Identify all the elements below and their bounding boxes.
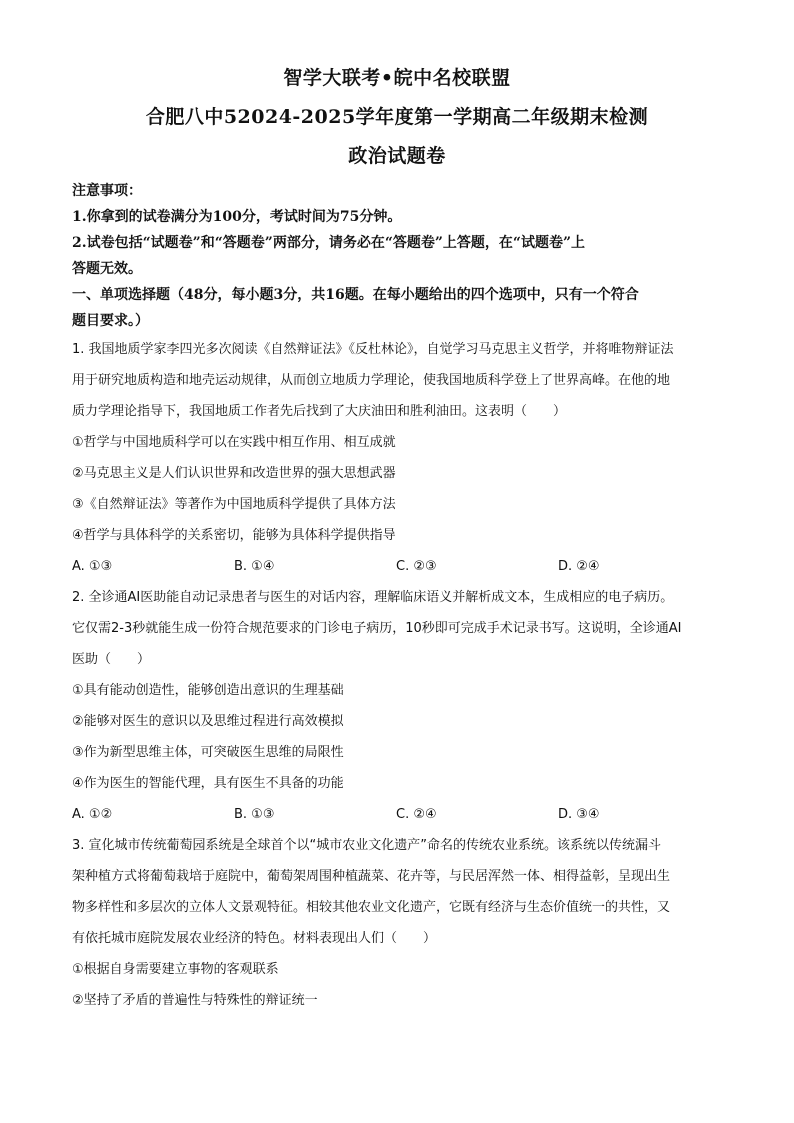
- question-stem: 它仅需2-3秒就能生成一份符合规范要求的门诊电子病历，10秒即可完成手术记录书写。这说明，全诊通AI: [72, 621, 682, 636]
- statement-item: ③作为新型思维主体，可突破医生思维的局限性: [72, 745, 344, 760]
- subject-title: 政治试题卷: [348, 145, 446, 167]
- section-heading: 题目要求。）: [72, 313, 149, 329]
- statement-item: ②坚持了矛盾的普遍性与特殊性的辩证统一: [72, 993, 318, 1008]
- question-stem: 医助（ ）: [72, 652, 151, 667]
- exam-title: 合肥八中52024-2025学年度第一学期高二年级期末检测: [145, 106, 649, 128]
- notice-item: 1.你拿到的试卷满分为100分，考试时间为75分钟。: [72, 209, 402, 225]
- question-stem: 架种植方式将葡萄栽培于庭院中，葡萄架周围种植蔬菜、花卉等，与民居浑然一体、相得益彰，呈现出生: [72, 869, 671, 884]
- answer-options: [72, 551, 722, 582]
- question-stem: 用于研究地质构造和地壳运动规律，从而创立地质力学理论，使我国地质科学登上了世界高峰。在他的地: [72, 373, 671, 388]
- section-heading: 一、单项选择题（48分，每小题3分，共16题。在每小题给出的四个选项中，只有一个符合: [72, 287, 639, 303]
- question-stem: 质力学理论指导下，我国地质工作者先后找到了大庆油田和胜利油田。这表明（ ）: [72, 404, 567, 419]
- question-1: [72, 334, 722, 582]
- alliance-title: 智学大联考•皖中名校联盟: [283, 67, 511, 89]
- statement-item: ①哲学与中国地质科学可以在实践中相互作用、相互成就: [72, 435, 396, 450]
- statement-item: ①具有能动创造性，能够创造出意识的生理基础: [72, 683, 344, 698]
- statement-item: ③《自然辩证法》等著作为中国地质科学提供了具体方法: [72, 497, 396, 512]
- statement-item: ②能够对医生的意识以及思维过程进行高效模拟: [72, 714, 344, 729]
- exam-header: [72, 0, 722, 166]
- notice-item: 答题无效。: [72, 261, 142, 277]
- notice-heading: 注意事项：: [72, 183, 142, 199]
- option-a: A. ①②: [72, 807, 113, 822]
- question-stem: 有依托城市庭院发展农业经济的特色。材料表现出人们（ ）: [72, 931, 437, 946]
- option-a: A. ①③: [72, 559, 113, 574]
- question-stem: 2. 全诊通AI医助能自动记录患者与医生的对话内容，理解临床语义并解析成文本，生成相应的电子病历。: [72, 590, 674, 605]
- option-c: C. ②③: [396, 559, 437, 574]
- option-d: D. ③④: [558, 807, 600, 822]
- question-stem: 物多样性和多层次的立体人文景观特征。相较其他农业文化遗产，它既有经济与生态价值统一的共性，又: [72, 900, 671, 915]
- statement-item: ④作为医生的智能代理，具有医生不具备的功能: [72, 776, 344, 791]
- question-3: [72, 830, 722, 1016]
- option-d: D. ②④: [558, 559, 600, 574]
- notice-section: [72, 178, 722, 334]
- question-stem: 3. 宣化城市传统葡萄园系统是全球首个以“城市农业文化遗产”命名的传统农业系统。该系统以传统漏斗: [72, 838, 662, 853]
- question-2: [72, 582, 722, 830]
- notice-item: 2.试卷包括“试题卷”和“答题卷”两部分，请务必在“答题卷”上答题，在“试题卷”上: [72, 235, 586, 251]
- option-b: B. ①④: [234, 559, 275, 574]
- question-stem: 1. 我国地质学家李四光多次阅读《自然辩证法》《反杜林论》，自觉学习马克思主义哲学，并将唯物辩证法: [72, 342, 674, 357]
- statement-item: ②马克思主义是人们认识世界和改造世界的强大思想武器: [72, 466, 396, 481]
- option-c: C. ②④: [396, 807, 437, 822]
- statement-item: ④哲学与具体科学的关系密切，能够为具体科学提供指导: [72, 528, 396, 543]
- option-b: B. ①③: [234, 807, 275, 822]
- answer-options: [72, 799, 722, 830]
- statement-item: ①根据自身需要建立事物的客观联系: [72, 962, 279, 977]
